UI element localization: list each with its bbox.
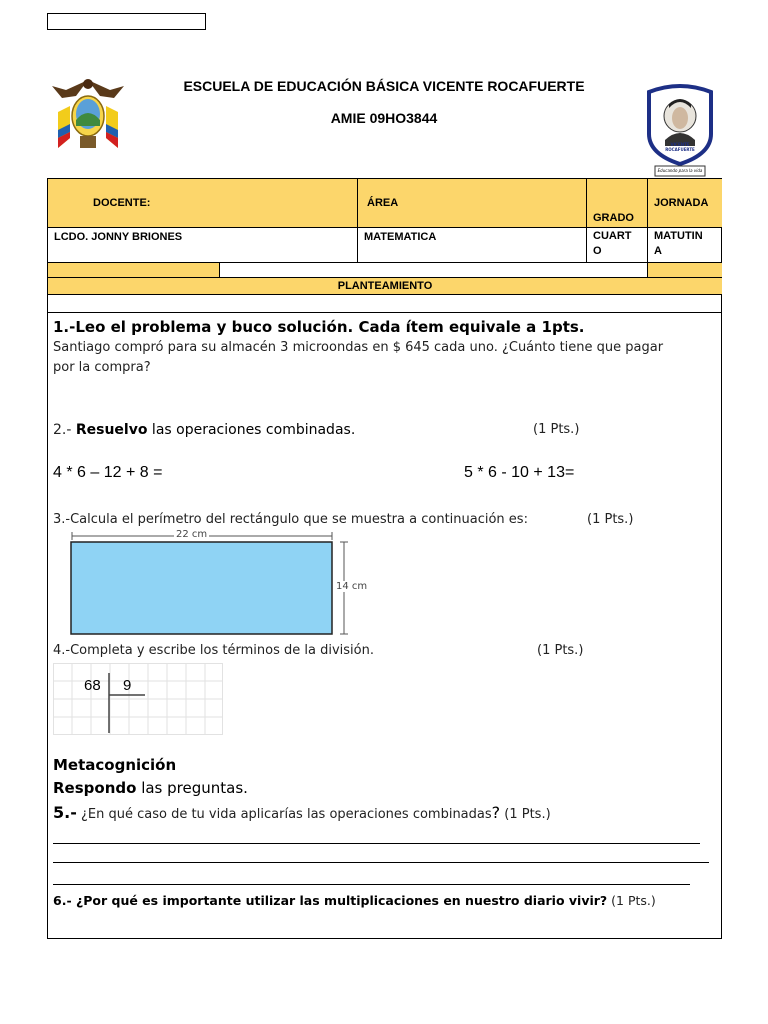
answer-line-1[interactable]	[53, 843, 700, 844]
jornada-value: MATUTIN A	[648, 228, 722, 263]
area-value: MATEMATICA	[358, 228, 587, 263]
coat-of-arms-logo	[48, 76, 128, 158]
height-label: 14 cm	[336, 581, 368, 592]
meta-instruction: Respondo las preguntas.	[53, 779, 248, 797]
badge-motto: Educando para la vida	[657, 168, 703, 173]
q5-text: 5.- ¿En qué caso de tu vida aplicarías las operaciones combinadas? (1 Pts.)	[53, 803, 551, 822]
blank-cell-3	[648, 263, 722, 278]
meta-title: Metacognición	[53, 756, 177, 774]
grado-value: CUART O	[587, 228, 648, 263]
school-name: ESCUELA DE EDUCACIÓN BÁSICA VICENTE ROCAFUERTE	[183, 78, 585, 94]
answer-line-2[interactable]	[53, 862, 709, 863]
school-badge-logo	[641, 82, 719, 178]
answer-line-3[interactable]	[53, 884, 690, 885]
q6-text: 6.- ¿Por qué es importante utilizar las multiplicaciones en nuestro diario vivir? (1 Pts.)	[53, 893, 656, 908]
q3-points: (1 Pts.)	[587, 512, 634, 527]
width-label: 22 cm	[176, 529, 208, 540]
area-header: ÁREA	[358, 179, 587, 228]
dividend: 68	[84, 677, 101, 694]
jornada-header: JORNADA	[648, 179, 722, 228]
docente-header: DOCENTE:	[48, 179, 358, 228]
student-name-box[interactable]	[47, 13, 206, 30]
docente-value: LCDO. JONNY BRIONES	[48, 228, 358, 263]
division-grid	[53, 663, 223, 735]
q1-line2: por la compra?	[53, 360, 151, 375]
q3-text: 3.-Calcula el perímetro del rectángulo que se muestra a continuación es:	[53, 512, 528, 527]
badge-name: VICENTE ROCAFUERTE	[665, 142, 695, 152]
q2-title: 2.- Resuelvo las operaciones combinadas.	[53, 422, 356, 438]
blank-cell-2	[220, 263, 648, 278]
q1-line1: Santiago compró para su almacén 3 microondas en $ 645 cada uno. ¿Cuánto tiene que pagar	[53, 340, 664, 355]
q4-points: (1 Pts.)	[537, 643, 584, 658]
amie-code: AMIE 09HO3844	[330, 110, 438, 126]
planteamiento-header: PLANTEAMIENTO	[48, 278, 722, 295]
divisor: 9	[123, 677, 132, 694]
blank-cell-1	[48, 263, 220, 278]
q2-operation-1: 4 * 6 – 12 + 8 =	[53, 464, 163, 481]
q1-title: 1.-Leo el problema y buco solución. Cada ítem equivale a 1pts.	[53, 318, 585, 336]
blank-row	[48, 295, 722, 313]
rectangle-figure	[70, 529, 380, 639]
grado-header: GRADO	[587, 179, 648, 228]
q2-points: (1 Pts.)	[533, 422, 580, 437]
rectangle-shape	[71, 542, 332, 634]
q4-text: 4.-Completa y escribe los términos de la división.	[53, 643, 374, 658]
q2-operation-2: 5 * 6 - 10 + 13=	[464, 464, 575, 481]
